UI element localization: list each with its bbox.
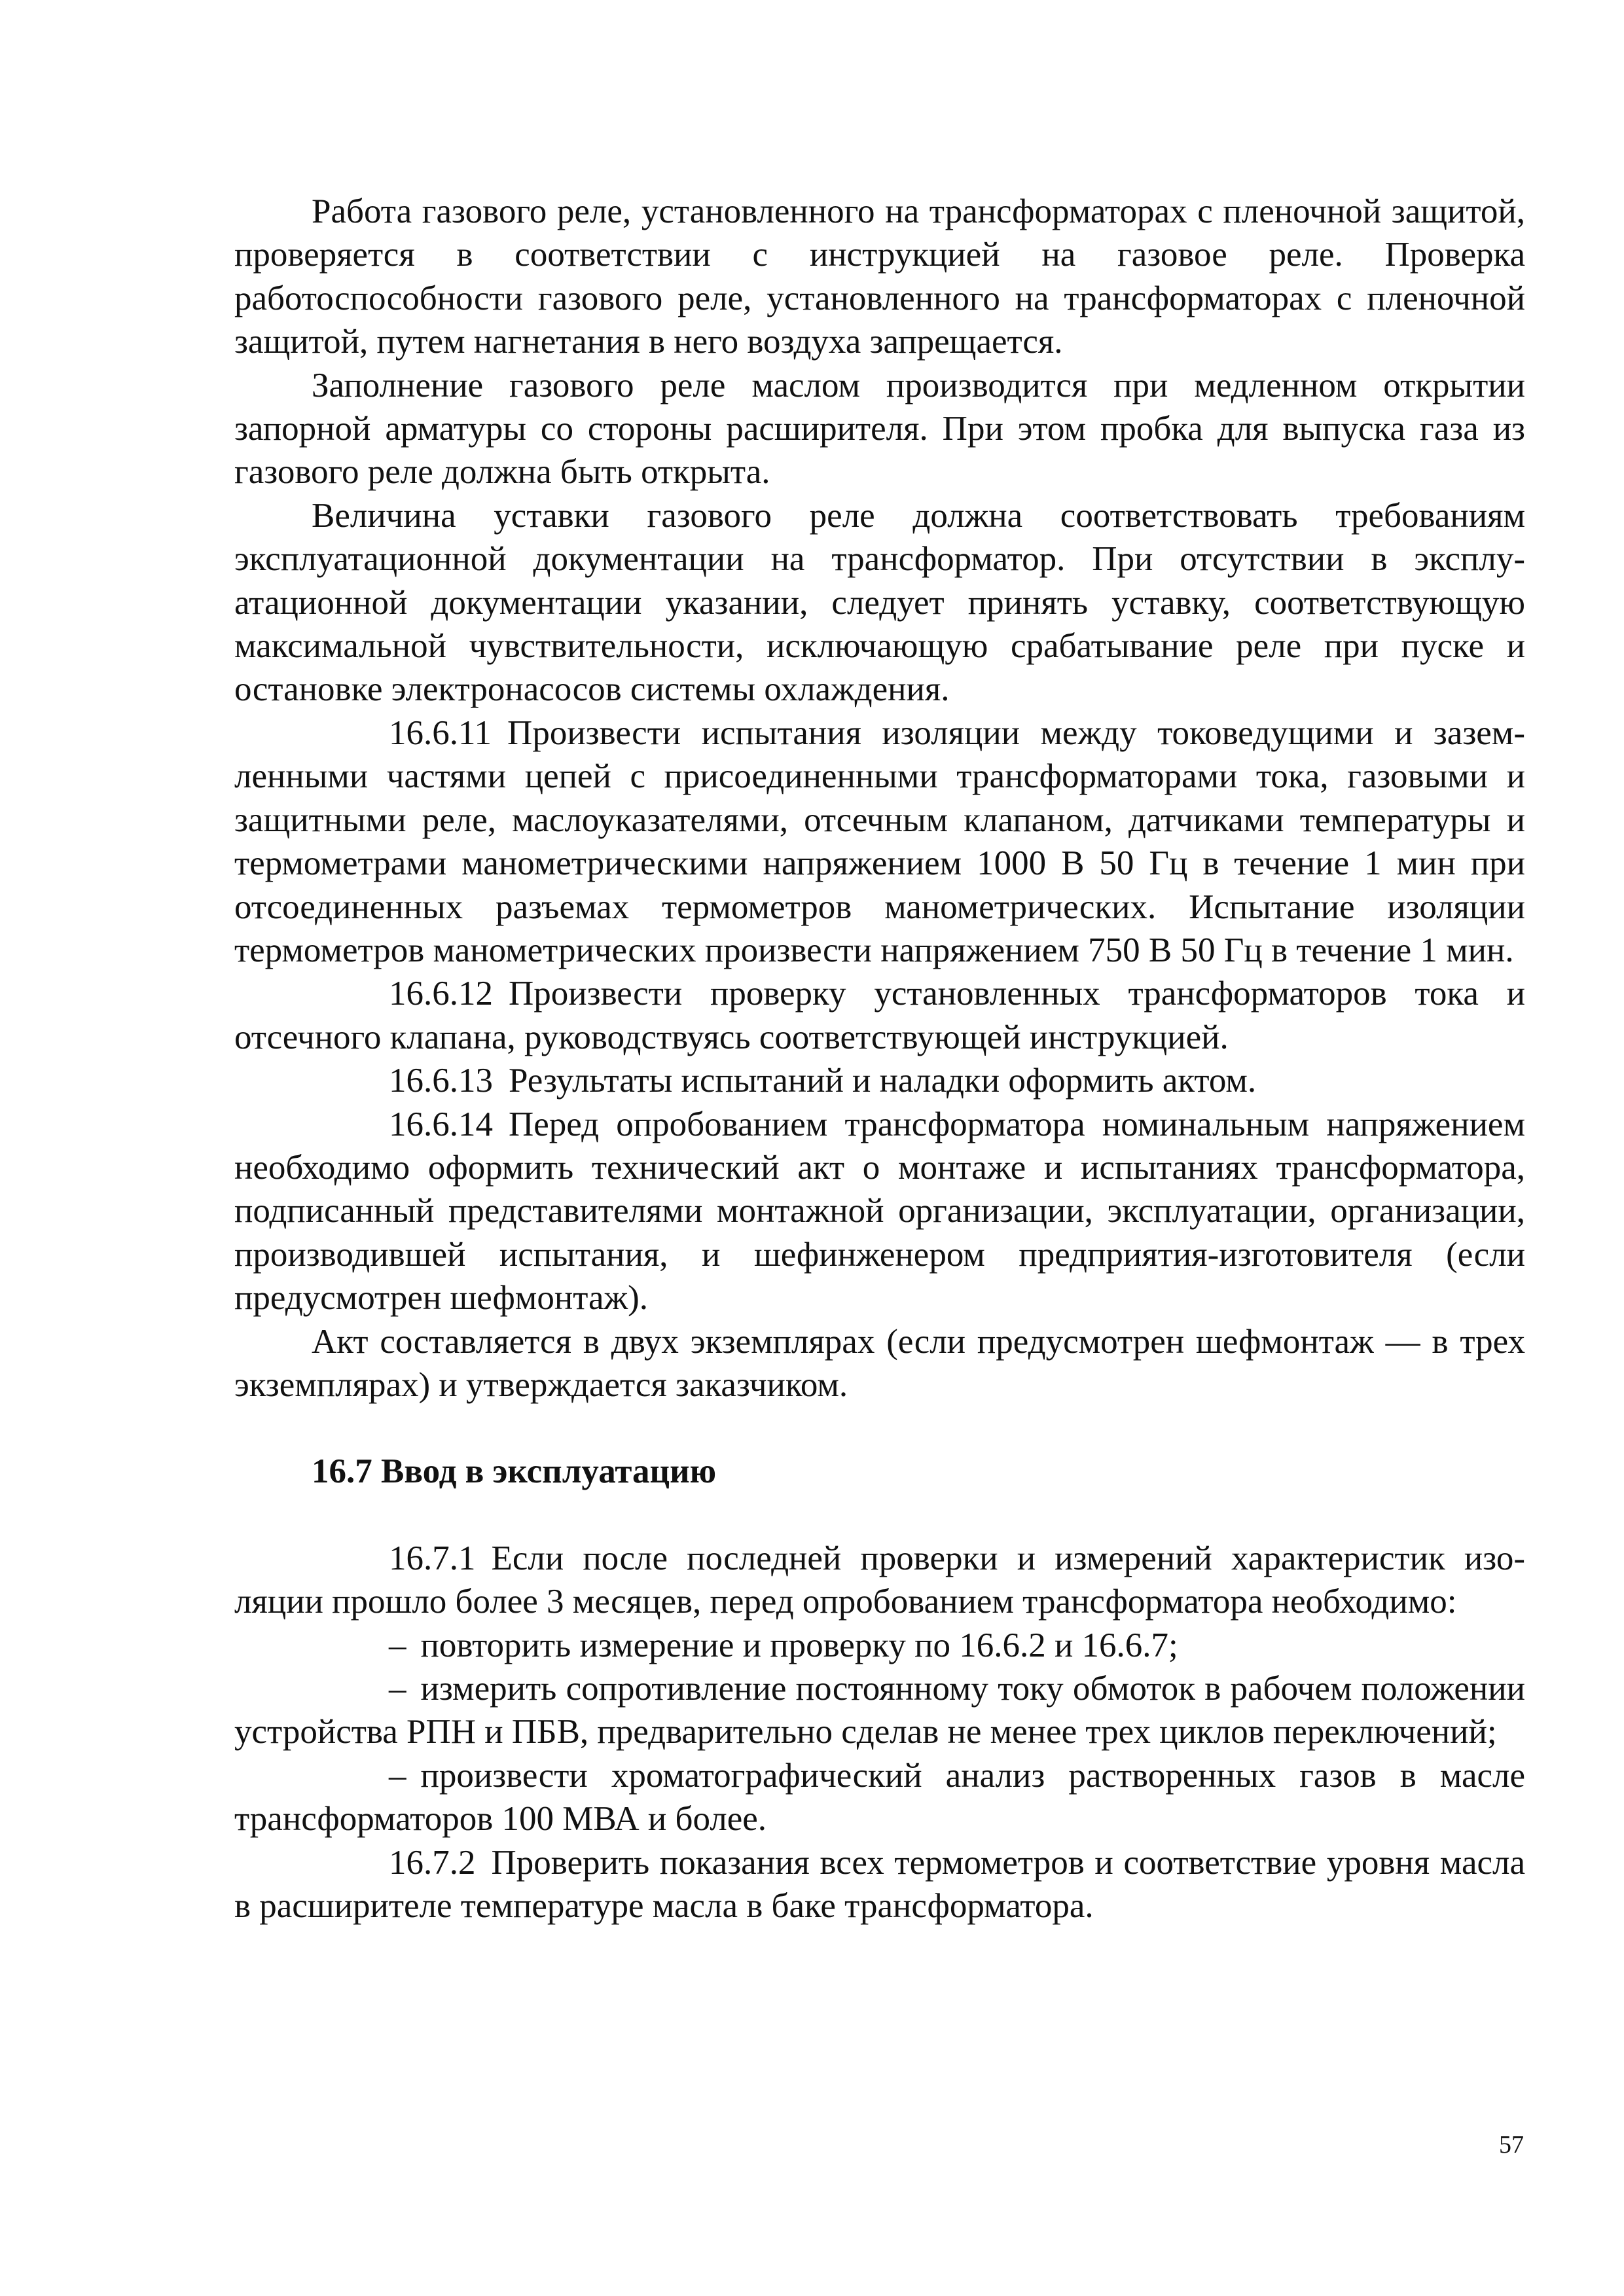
item-text: Произвести испытания изоляции между токоведущими и заземленными частями цепей с присоединенными трансформаторами тока, газовыми и защитными реле, маслоуказателями, отсечным клапаном, датчиками температуры и термометрами манометрическими напряжением 1000 В 50 Гц в течение 1 мин при отсоединенных разъемах термометров манометрических. Испытание изоляции термометров манометрических произвести напряжением 750 В 50 Гц в течение 1 мин. <box>234 713 1525 969</box>
paragraph-gas-relay-setting: Величина уставки газового реле должна соответствовать требованиям эксплуатационной документации на трансформатор. При отсутствии в эксплуатационной документации указании, следует принять уставку, соответствующую максимальной чувствительности, исключающую срабатывание реле при пуске и остановке электронасосов системы охлаждения. <box>234 496 1525 709</box>
numbered-item-16-6-13 <box>234 1059 1525 1102</box>
numbered-item-16-7-2 <box>234 1841 1525 1928</box>
item-number: 16.6.13 <box>389 1062 493 1100</box>
item-number: 16.6.14 <box>389 1105 493 1143</box>
item-text: Проверить показания всех термометров и соответствие уровня масла в расширителе температуре масла в баке трансформатора. <box>234 1843 1525 1926</box>
page-number: 57 <box>1499 2131 1524 2159</box>
paragraph-gas-relay-check: Работа газового реле, установленного на трансформаторах с пленочной защитой, проверяется в соответствии с инструкцией на газовое реле. Проверка работоспособности газового реле, установленного на трансформаторах с пленочной защитой, путем нагнетания в него воздуха запрещается. <box>234 192 1525 361</box>
item-number: 16.6.12 <box>389 975 493 1013</box>
paragraph-gas-relay-oil-fill: Заполнение газового реле маслом производится при медленном открытии запорной арматуры со стороны расширителя. При этом пробка для выпуска газа из газового реле должна быть открыта. <box>234 366 1525 492</box>
bullet-item <box>234 1624 1525 1667</box>
item-text: Если после последней проверки и измерений характеристик изоляции прошло более 3 месяцев, перед опробованием трансформатора необходимо: <box>234 1539 1525 1621</box>
numbered-item-16-6-12 <box>234 972 1525 1059</box>
bullet-item <box>234 1754 1525 1841</box>
bullet-text: измерить сопротивление постоянному току обмоток в рабочем положении устройства РПН и ПБВ, предварительно сделав не менее трех циклов переключений; <box>234 1670 1525 1751</box>
item-number: 16.6.11 <box>389 713 492 752</box>
item-text: Перед опробованием трансформатора номинальным напряжением необходимо оформить технический акт о монтаже и испытаниях трансформатора, подписанный представителями монтажной организации, эксплуатации, организации, производившей испытания, и шефинженером предприятия-изготовителя (если предусмотрен шефмонтаж). <box>234 1105 1525 1318</box>
bullet-item <box>234 1667 1525 1754</box>
section-heading: 16.7 Ввод в эксплуатацию <box>312 1452 717 1491</box>
bullet-dash: – <box>389 1626 406 1664</box>
item-number: 16.7.1 <box>389 1539 476 1577</box>
numbered-item-16-6-11 <box>234 711 1525 972</box>
numbered-item-16-6-14 <box>234 1103 1525 1320</box>
bullet-dash: – <box>389 1670 406 1708</box>
bullet-dash: – <box>389 1756 406 1795</box>
item-text: Результаты испытаний и наладки оформить актом. <box>509 1062 1257 1100</box>
item-text: Произвести проверку установленных трансформаторов тока и отсечного клапана, руководствуясь соответствующей инструкцией. <box>234 975 1525 1056</box>
bullet-text: произвести хроматографический анализ растворенных газов в масле трансформаторов 100 МВА и более. <box>234 1756 1525 1839</box>
numbered-item-16-7-1 <box>234 1537 1525 1624</box>
paragraph-act: Акт составляется в двух экземплярах (если предусмотрен шефмонтаж — в трех экземплярах) и утверждается заказчиком. <box>234 1322 1525 1404</box>
document-page <box>234 190 1525 1928</box>
item-number: 16.7.2 <box>389 1843 476 1882</box>
bullet-text: повторить измерение и проверку по 16.6.2 и 16.6.7; <box>420 1626 1178 1664</box>
